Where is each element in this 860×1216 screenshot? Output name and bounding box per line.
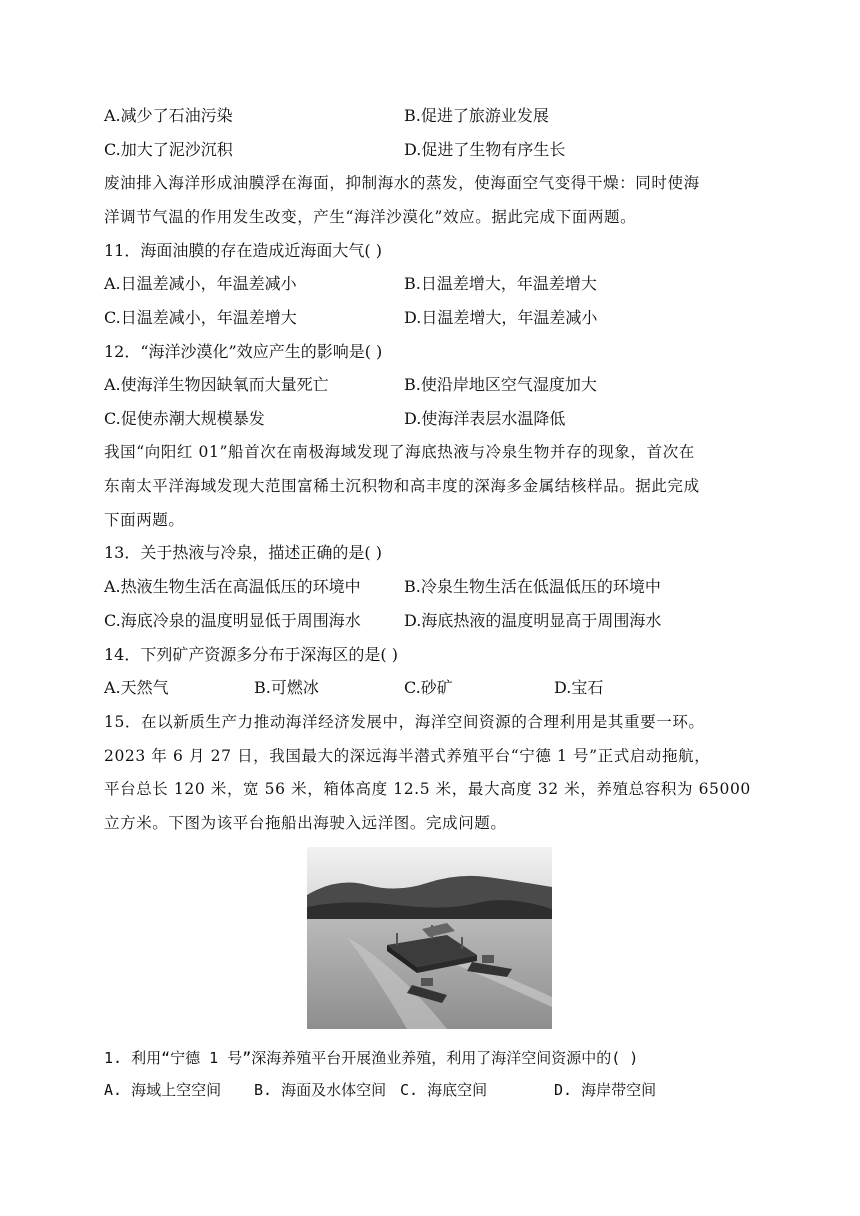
option-a[interactable]: A.减少了石油污染 [104, 106, 233, 125]
option-d[interactable]: D.使海洋表层水温降低 [404, 409, 566, 428]
question-11: 11．海面油膜的存在造成近海面大气( ) [104, 241, 382, 260]
option-b[interactable]: B.可燃冰 [254, 678, 319, 697]
question-14: 14．下列矿产资源多分布于深海区的是( ) [104, 645, 398, 664]
option-c[interactable]: C.日温差减小，年温差增大 [104, 308, 297, 327]
option-c[interactable]: C. 海底空间 [400, 1081, 488, 1099]
option-d[interactable]: D. 海岸带空间 [554, 1081, 657, 1099]
passage-line: 我国“向阳红 01”船首次在南极海域发现了海底热液与冷泉生物并存的现象，首次在 [104, 443, 695, 461]
passage-line: 下面两题。 [104, 511, 185, 529]
question-15-line: 平台总长 120 米，宽 56 米，箱体高度 12.5 米，最大高度 32 米，养殖总容积为 65000 [104, 780, 751, 798]
option-b[interactable]: B.冷泉生物生活在低温低压的环境中 [404, 577, 661, 596]
question-12: 12．“海洋沙漠化”效应产生的影响是( ) [104, 342, 383, 361]
option-c[interactable]: C.海底冷泉的温度明显低于周围海水 [104, 611, 361, 630]
option-a[interactable]: A. 海域上空空间 [104, 1081, 222, 1099]
option-d[interactable]: D.宝石 [554, 678, 604, 697]
option-a[interactable]: A.天然气 [104, 678, 169, 697]
option-a[interactable]: A.使海洋生物因缺氧而大量死亡 [104, 375, 329, 394]
option-d[interactable]: D.日温差增大，年温差减小 [404, 308, 598, 327]
question-15-line: 15．在以新质生产力推动海洋经济发展中，海洋空间资源的合理利用是其重要一环。 [104, 713, 705, 731]
option-a[interactable]: A.日温差减小，年温差减小 [104, 274, 297, 293]
passage-line: 洋调节气温的作用发生改变，产生“海洋沙漠化”效应。据此完成下面两题。 [104, 208, 637, 226]
option-c[interactable]: C.加大了泥沙沉积 [104, 140, 233, 159]
photo-illustration [307, 847, 552, 1029]
option-c[interactable]: C.砂矿 [404, 678, 453, 697]
option-b[interactable]: B. 海面及水体空间 [254, 1081, 387, 1099]
option-b[interactable]: B.促进了旅游业发展 [404, 106, 549, 125]
question-15-line: 立方米。下图为该平台拖船出海驶入远洋图。完成问题。 [104, 814, 507, 832]
platform-tow-photo [307, 847, 552, 1029]
subquestion-1: 1. 利用“宁德 1 号”深海养殖平台开展渔业养殖，利用了海洋空间资源中的( ) [104, 1049, 639, 1067]
passage-line: 东南太平洋海域发现大范围富稀土沉积物和高丰度的深海多金属结核样品。据此完成 [104, 477, 700, 495]
option-b[interactable]: B.日温差增大，年温差增大 [404, 274, 597, 293]
question-13: 13．关于热液与冷泉，描述正确的是( ) [104, 543, 382, 562]
passage-line: 废油排入海洋形成油膜浮在海面，抑制海水的蒸发，使海面空气变得干燥：同时使海 [104, 174, 700, 192]
option-a[interactable]: A.热液生物生活在高温低压的环境中 [104, 577, 361, 596]
option-d[interactable]: D.促进了生物有序生长 [404, 140, 566, 159]
option-d[interactable]: D.海底热液的温度明显高于周围海水 [404, 611, 662, 630]
option-c[interactable]: C.促使赤潮大规模暴发 [104, 409, 265, 428]
option-b[interactable]: B.使沿岸地区空气湿度加大 [404, 375, 597, 394]
question-15-line: 2023 年 6 月 27 日，我国最大的深远海半潜式养殖平台“宁德 1 号”正式启动拖航， [104, 747, 711, 765]
